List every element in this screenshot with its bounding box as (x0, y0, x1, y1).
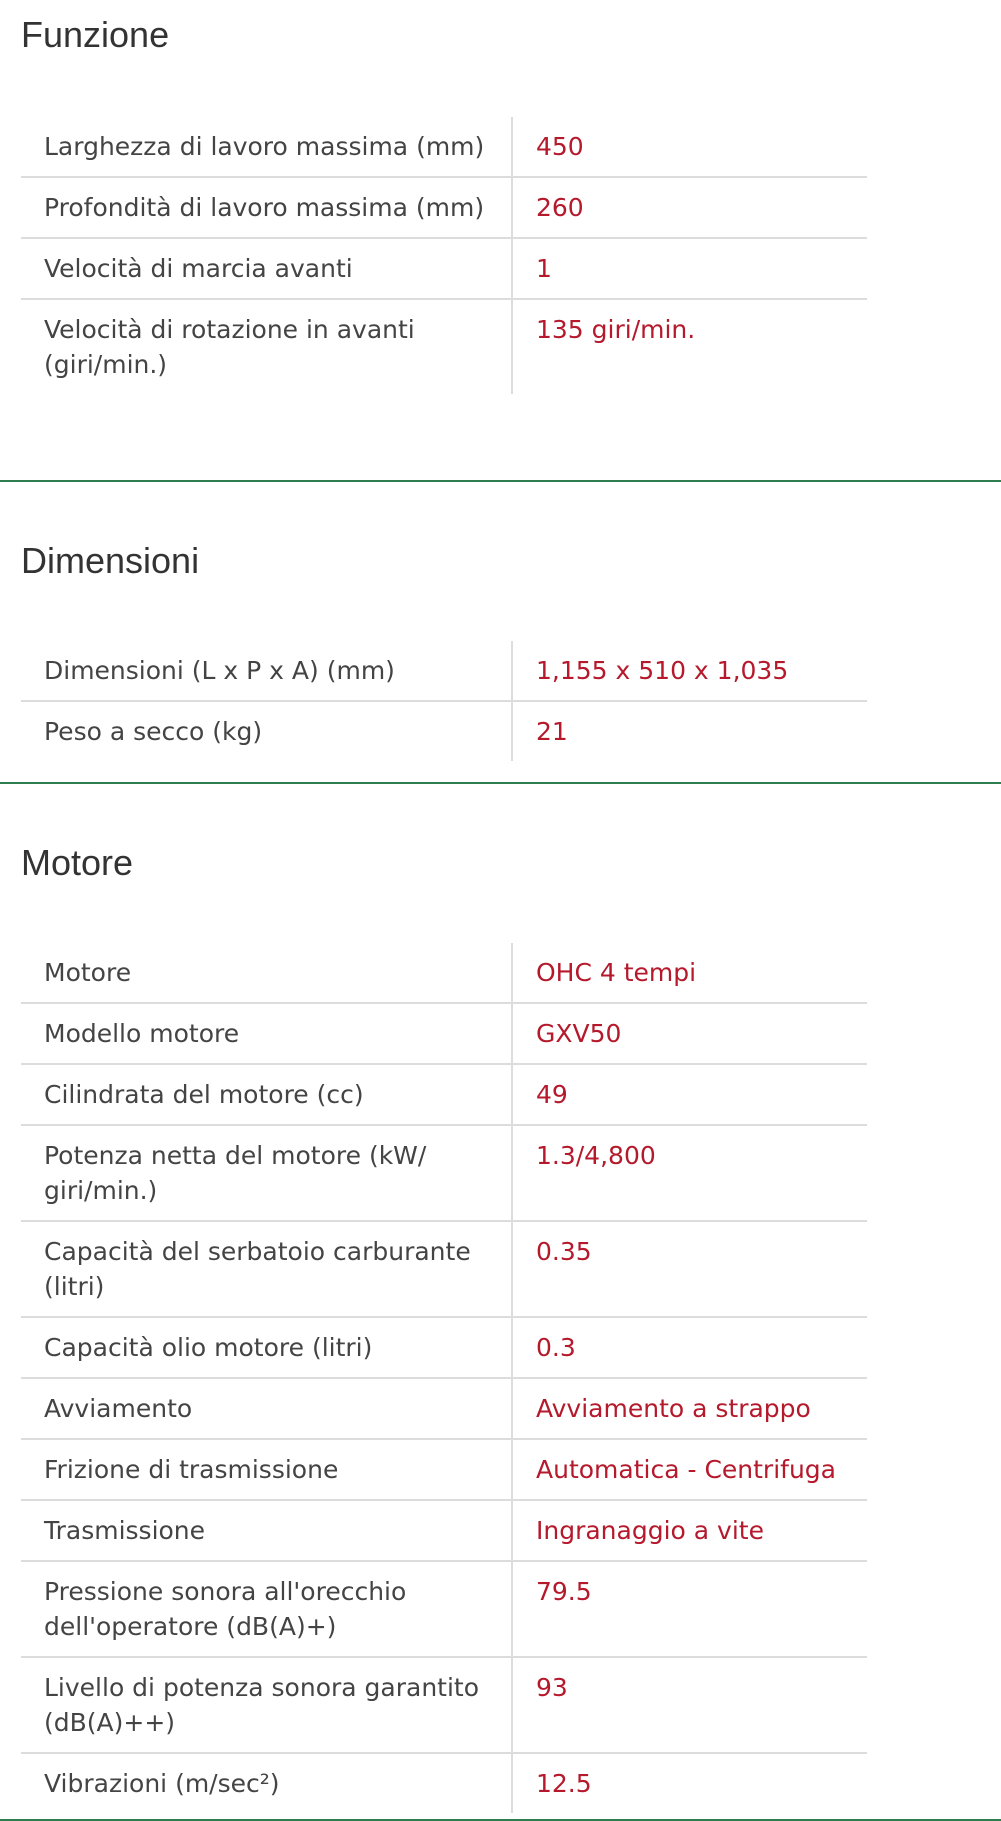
table-row (21, 943, 867, 1003)
spec-label: Frizione di trasmissione (21, 1439, 512, 1500)
spec-value: 1 (512, 238, 867, 299)
spec-label: Peso a secco (kg) (21, 701, 512, 761)
table-row (21, 1439, 867, 1500)
table-row (21, 1064, 867, 1125)
spec-value: 0.3 (512, 1317, 867, 1378)
section-title: Funzione (21, 14, 170, 55)
spec-value: Avviamento a strappo (512, 1378, 867, 1439)
spec-value: GXV50 (512, 1003, 867, 1064)
table-row (21, 1378, 867, 1439)
section-title: Motore (21, 842, 134, 883)
spec-label: Modello motore (21, 1003, 512, 1064)
spec-value: 0.35 (512, 1221, 867, 1317)
section-dimensioni (0, 482, 1001, 784)
spec-table (21, 641, 867, 761)
spec-value: 93 (512, 1657, 867, 1753)
table-row (21, 641, 867, 701)
spec-value: Automatica - Centrifuga (512, 1439, 867, 1500)
table-row (21, 1003, 867, 1064)
spec-value: 135 giri/min. (512, 299, 867, 394)
spec-value: 49 (512, 1064, 867, 1125)
table-row (21, 1500, 867, 1561)
spec-label: Vibrazioni (m/sec²) (21, 1753, 512, 1813)
spec-label: Dimensioni (L x P x A) (mm) (21, 641, 512, 701)
table-row (21, 1657, 867, 1753)
table-row (21, 1221, 867, 1317)
table-row (21, 701, 867, 761)
spec-value: 260 (512, 177, 867, 238)
spec-label: Trasmissione (21, 1500, 512, 1561)
spec-value: 450 (536, 132, 584, 161)
spec-value: Ingranaggio a vite (512, 1500, 867, 1561)
section-funzione (0, 0, 1001, 482)
spec-value: 1.3/4,800 (512, 1125, 867, 1221)
spec-label: Velocità di rotazione in avanti (giri/min.) (21, 299, 512, 394)
table-row (21, 1125, 867, 1221)
spec-label: Pressione sonora all'orecchio dell'operatore (dB(A)+) (21, 1561, 512, 1657)
spec-value: OHC 4 tempi (536, 958, 697, 987)
spec-table (21, 117, 867, 394)
table-row (21, 117, 867, 177)
spec-label: Livello di potenza sonora garantito (dB(A)++) (21, 1657, 512, 1753)
spec-label: Capacità del serbatoio carburante (litri) (21, 1221, 512, 1317)
spec-label: Avviamento (21, 1378, 512, 1439)
spec-label: Cilindrata del motore (cc) (21, 1064, 512, 1125)
section-title: Dimensioni (21, 540, 200, 581)
table-row (21, 299, 867, 394)
table-row (21, 1317, 867, 1378)
table-row (21, 238, 867, 299)
table-row (21, 1753, 867, 1813)
table-row (21, 177, 867, 238)
spec-label: Motore (21, 943, 512, 1003)
spec-label: Larghezza di lavoro massima (mm) (21, 117, 512, 177)
spec-value: 79.5 (512, 1561, 867, 1657)
spec-value: 1,155 x 510 x 1,035 (536, 656, 789, 685)
spec-value: 12.5 (512, 1753, 867, 1813)
spec-label: Capacità olio motore (litri) (21, 1317, 512, 1378)
spec-label: Profondità di lavoro massima (mm) (21, 177, 512, 238)
table-row (21, 1561, 867, 1657)
spec-label: Potenza netta del motore (kW/ giri/min.) (21, 1125, 512, 1221)
section-motore (0, 784, 1001, 1821)
spec-value: 21 (512, 701, 867, 761)
spec-table (21, 943, 867, 1813)
spec-label: Velocità di marcia avanti (21, 238, 512, 299)
